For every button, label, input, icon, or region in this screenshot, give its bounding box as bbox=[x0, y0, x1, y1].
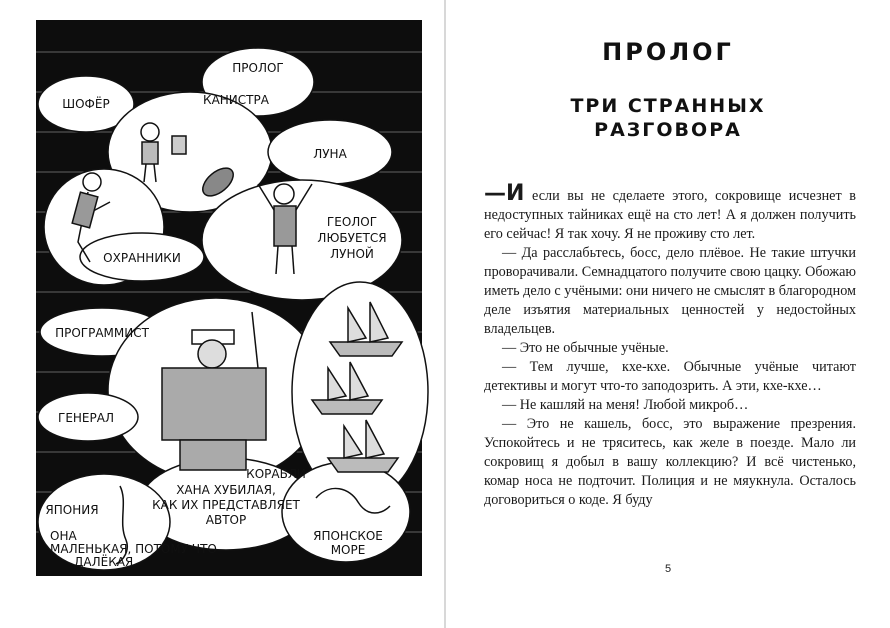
left-page bbox=[0, 0, 444, 628]
chapter-subtitle bbox=[446, 94, 890, 142]
subtitle-line-2: РАЗГОВОРА bbox=[594, 119, 742, 141]
label-canister: КАНИСТРА bbox=[203, 93, 269, 107]
right-page bbox=[446, 0, 890, 628]
paragraph bbox=[484, 181, 856, 244]
paragraph: — Да расслабьтесь, босс, дело плёвое. Не такие штучки проворачивали. Семнадцатого получите свою цацку. Обожаю иметь дело с учёными: они ничего не смыслят в благородном деле изъятия материальных ценностей у недостойных владельцев. bbox=[484, 245, 856, 337]
label-small-1: ОНА bbox=[50, 529, 77, 543]
paragraph-text: если вы не сделаете этого, сокровище исчезнет в недоступных тайниках ещё на сто лет! А я должен получить его сейчас! Я так хочу. Я не проживу сто лет. bbox=[484, 188, 856, 242]
label-japan: ЯПОНИЯ bbox=[45, 503, 99, 517]
subtitle-line-1: ТРИ СТРАННЫХ bbox=[570, 95, 766, 117]
label-sea-2: МОРЕ bbox=[330, 543, 366, 557]
paragraph: — Это не кашель, босс, это выражение презрения. Успокойтесь и не тряситесь, как желе в поезде. Мало ли сокровищ я добыл в вашу коллекцию? И всё чистенько, комар носа не подточит. Полиция и не мяукнула. Осталось договориться о коде. Я буду bbox=[484, 416, 856, 508]
page-number: 5 bbox=[664, 563, 672, 575]
label-khan-2: КАК ИХ ПРЕДСТАВЛЯЕТ bbox=[152, 498, 300, 512]
chapter-body bbox=[484, 181, 856, 510]
chapter-title: ПРОЛОГ bbox=[602, 38, 734, 66]
label-programmer: ПРОГРАММИСТ bbox=[55, 326, 149, 340]
label-general: ГЕНЕРАЛ bbox=[58, 411, 114, 425]
label-prologue: ПРОЛОГ bbox=[232, 61, 284, 75]
label-geologist-3: ЛУНОЙ bbox=[330, 247, 374, 261]
illustration-drawing bbox=[30, 12, 430, 578]
drop-cap: —И bbox=[484, 181, 525, 206]
label-small-3: ДАЛЁКАЯ bbox=[74, 555, 134, 569]
paragraph: — Не кашляй на меня! Любой микроб… bbox=[502, 397, 749, 413]
label-ships: КОРАБЛИ bbox=[246, 467, 306, 481]
chapter-illustration bbox=[30, 12, 430, 578]
paragraph: — Тем лучше, кхе-кхе. Обычные учёные читают детективы и могут что-то заподозрить. А эти, кхе-кхе… bbox=[484, 359, 856, 394]
label-geologist-2: ЛЮБУЕТСЯ bbox=[317, 231, 387, 245]
paragraph: — Это не обычные учёные. bbox=[502, 340, 669, 356]
label-small-2: МАЛЕНЬКАЯ, ПОТОМУ ЧТО bbox=[50, 542, 217, 556]
label-khan-3: АВТОР bbox=[205, 513, 247, 527]
label-driver: ШОФЁР bbox=[62, 97, 110, 111]
label-geologist-1: ГЕОЛОГ bbox=[326, 215, 378, 229]
label-moon: ЛУНА bbox=[313, 147, 347, 161]
label-sea-1: ЯПОНСКОЕ bbox=[313, 529, 383, 543]
label-khan-1: ХАНА ХУБИЛАЯ, bbox=[176, 483, 276, 497]
label-guards: ОХРАННИКИ bbox=[103, 251, 181, 265]
